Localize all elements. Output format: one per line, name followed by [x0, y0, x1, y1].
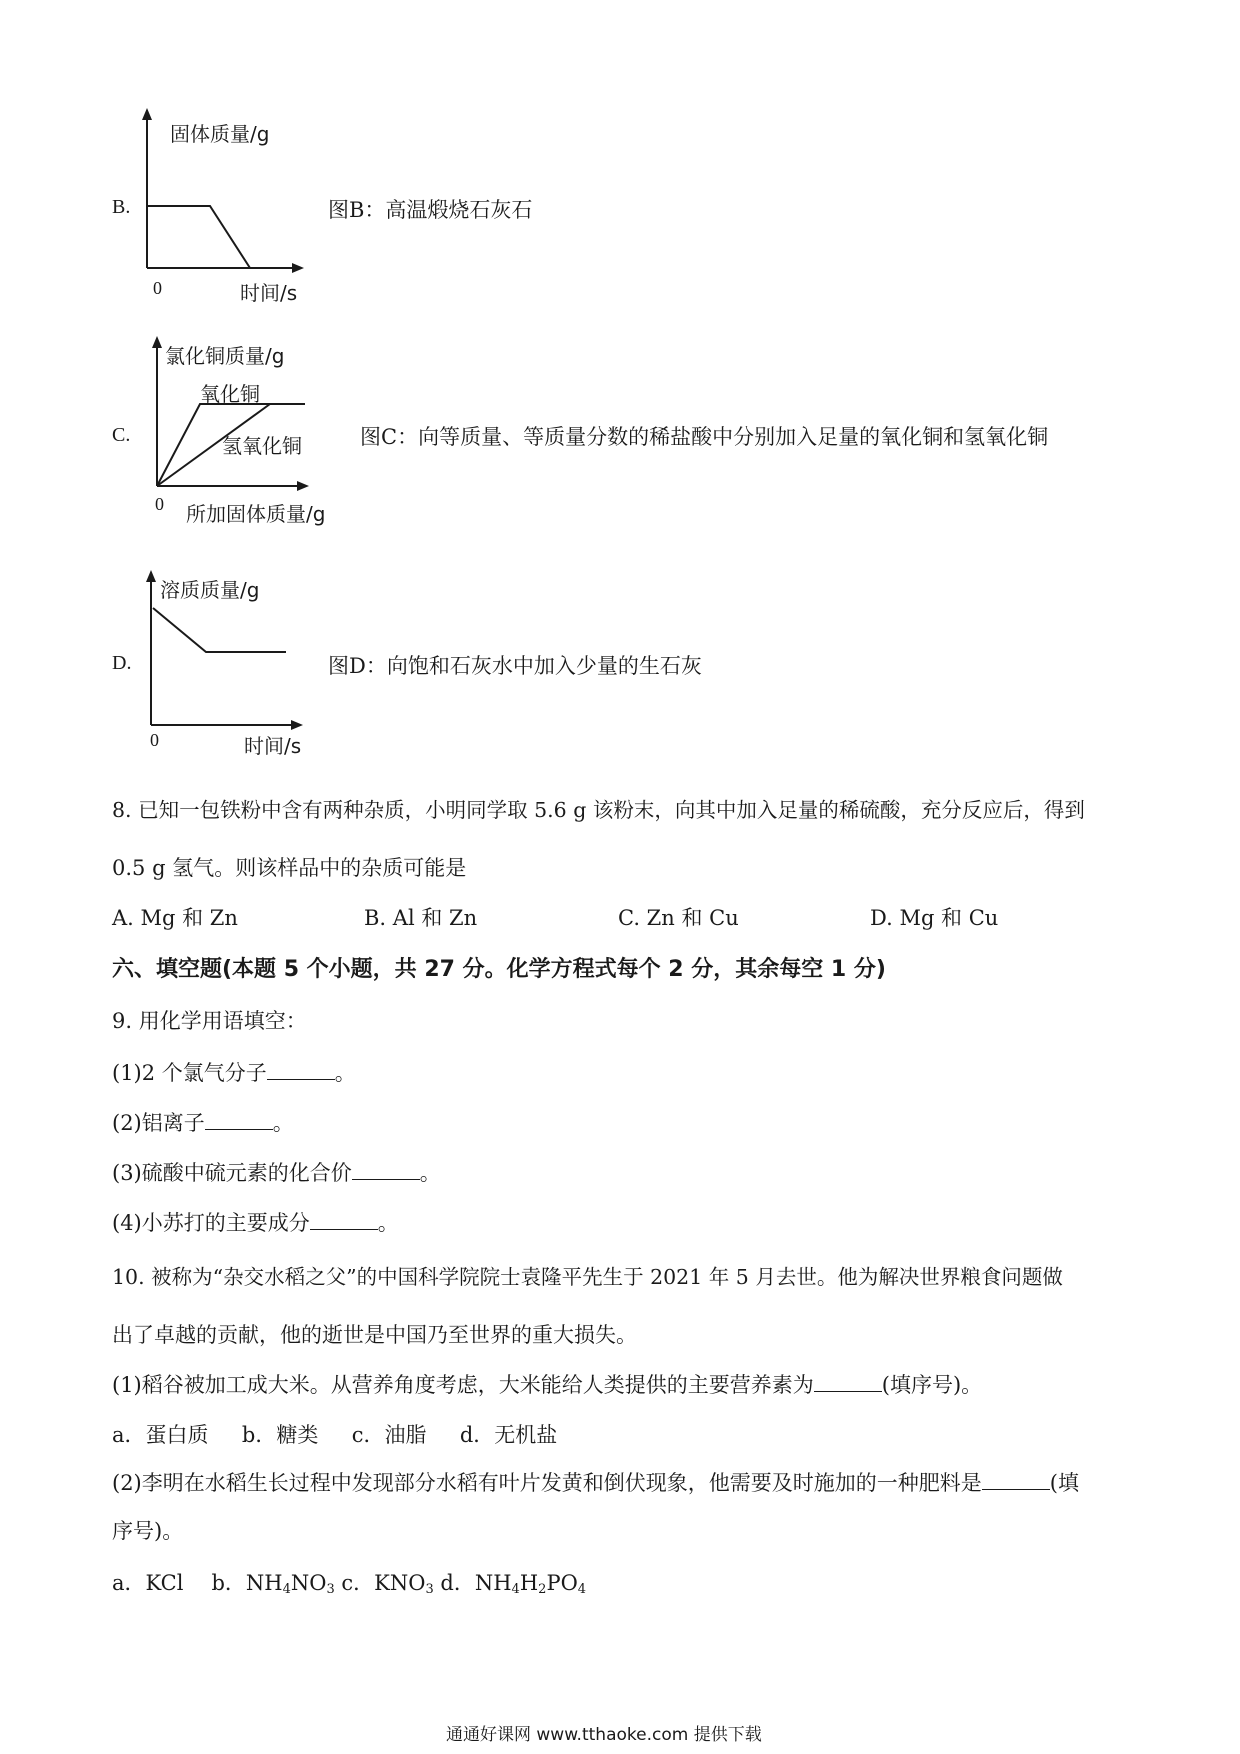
q8-choice-b: B. Al 和 Zn [364, 906, 478, 930]
q10-sub2-choice-c-sub: 3 [425, 1582, 434, 1597]
q9-item-3-blank[interactable] [352, 1159, 420, 1180]
q10-sub1-end: (填序号)。 [881, 1373, 983, 1397]
q10-sub1-choices: a．蛋白质 b．糖类 c．油脂 d．无机盐 [112, 1423, 558, 1447]
option-b-letter: B. [112, 196, 131, 218]
q10-sub2-choice-d-sub2: 2 [538, 1582, 547, 1597]
q9-stem: 9. 用化学用语填空： [112, 1009, 307, 1033]
q9-item-4-text: (4)小苏打的主要成分 [112, 1211, 310, 1235]
q10-sub2-choice-c-part1: c．KNO [334, 1571, 426, 1595]
q10-sub2-choice-b-part1: b．NH [211, 1571, 283, 1595]
q10-sub2-line2: 序号)。 [112, 1519, 184, 1543]
q10-sub2-choice-d-sub1: 4 [511, 1582, 520, 1597]
q10-line2: 出了卓越的贡献，他的逝世是中国乃至世界的重大损失。 [112, 1323, 637, 1347]
footer-source: 通通好课网 www.tthaoke.com 提供下载 [446, 1725, 762, 1745]
q10-sub1 [112, 1370, 982, 1400]
q9-item-1-text: (1)2 个氯气分子 [112, 1061, 267, 1085]
q9-item-1-end: 。 [334, 1061, 356, 1085]
q8-line1: 8. 已知一包铁粉中含有两种杂质，小明同学取 5.6 g 该粉末，向其中加入足量的稀硫酸，充分反应后，得到 [112, 798, 1085, 822]
option-d-letter: D. [112, 652, 132, 674]
q10-sub1-text: (1)稻谷被加工成大米。从营养角度考虑，大米能给人类提供的主要营养素为 [112, 1373, 814, 1397]
q10-sub2-choice-b-sub1: 4 [282, 1582, 291, 1597]
graph-c-origin: 0 [155, 494, 164, 514]
q8-line2: 0.5 g 氢气。则该样品中的杂质可能是 [112, 856, 467, 880]
q10-sub2-text: (2)李明在水稻生长过程中发现部分水稻有叶片发黄和倒伏现象，他需要及时施加的一种肥料是 [112, 1471, 982, 1495]
option-c-letter: C. [112, 424, 131, 446]
q9-item-1 [112, 1058, 356, 1088]
graph-b-x-arrow [292, 263, 304, 273]
q10-sub2-choice-d [434, 1571, 586, 1595]
q9-item-3-text: (3)硫酸中硫元素的化合价 [112, 1161, 352, 1185]
q10-sub2-choice-d-part3: PO [546, 1571, 578, 1595]
graph-c-x-label: 所加固体质量/g [186, 502, 326, 526]
graph-b-y-arrow [142, 108, 152, 120]
q10-sub2-choice-b-sub2: 3 [326, 1582, 335, 1597]
q10-line1: 10. 被称为“杂交水稻之父”的中国科学院院士袁隆平先生于 2021 年 5 月去世。他为解决世界粮食问题做 [112, 1265, 1063, 1289]
q9-item-4-end: 。 [377, 1211, 399, 1235]
q10-sub2-end: (填 [1049, 1471, 1079, 1495]
q10-sub2-choice-b-part2: NO [290, 1571, 327, 1595]
graph-d-x-arrow [291, 720, 303, 730]
q9-item-2 [112, 1108, 294, 1138]
q10-sub2-choice-a: a．KCl [112, 1571, 184, 1595]
graph-b-y-label: 固体质量/g [170, 122, 270, 146]
q9-item-3-end: 。 [419, 1161, 441, 1185]
q10-sub2-choices [112, 1568, 586, 1605]
graph-c-x-arrow [297, 481, 309, 491]
q10-sub2 [112, 1468, 1079, 1498]
q9-item-2-blank[interactable] [205, 1109, 273, 1130]
graph-c-line2-label: 氢氧化铜 [222, 434, 302, 458]
q8-choice-c: C. Zn 和 Cu [618, 906, 739, 930]
q9-item-4 [112, 1208, 399, 1238]
q8-choice-d: D. Mg 和 Cu [870, 906, 999, 930]
graph-d-y-label: 溶质质量/g [160, 578, 260, 602]
q10-sub2-choice-d-sub3: 4 [577, 1582, 587, 1597]
q8-choice-a: A. Mg 和 Zn [112, 906, 238, 930]
q9-item-2-end: 。 [272, 1111, 294, 1135]
option-b-caption: 图B：高温煅烧石灰石 [328, 198, 533, 222]
graph-c-y-arrow [152, 336, 162, 348]
graph-b-curve [147, 206, 250, 268]
section-6-heading: 六、填空题(本题 5 个小题，共 27 分。化学方程式每个 2 分，其余每空 1 分) [112, 957, 886, 982]
q9-item-4-blank[interactable] [310, 1209, 378, 1230]
graph-c-line1-label: 氧化铜 [200, 382, 260, 406]
graph-d-y-arrow [146, 570, 156, 582]
q10-sub2-choice-c [335, 1571, 434, 1595]
option-d-caption: 图D：向饱和石灰水中加入少量的生石灰 [328, 654, 702, 678]
graph-d-origin: 0 [150, 730, 159, 750]
q10-sub2-choice-b [211, 1571, 334, 1595]
q9-item-3 [112, 1158, 441, 1188]
graph-b-origin: 0 [153, 278, 162, 298]
graph-c-y-label: 氯化铜质量/g [165, 344, 285, 368]
graph-d-curve [153, 608, 286, 652]
q10-sub2-choice-d-part1: d．NH [433, 1571, 512, 1595]
q10-sub2-choice-d-part2: H [519, 1571, 539, 1595]
q10-sub2-blank[interactable] [982, 1469, 1050, 1490]
option-c-caption: 图C：向等质量、等质量分数的稀盐酸中分别加入足量的氧化铜和氢氧化铜 [360, 425, 1049, 449]
graph-b-x-label: 时间/s [240, 281, 298, 305]
q10-sub1-blank[interactable] [814, 1371, 882, 1392]
q9-item-1-blank[interactable] [267, 1059, 335, 1080]
graph-d-x-label: 时间/s [244, 734, 302, 758]
q9-item-2-text: (2)铝离子 [112, 1111, 205, 1135]
